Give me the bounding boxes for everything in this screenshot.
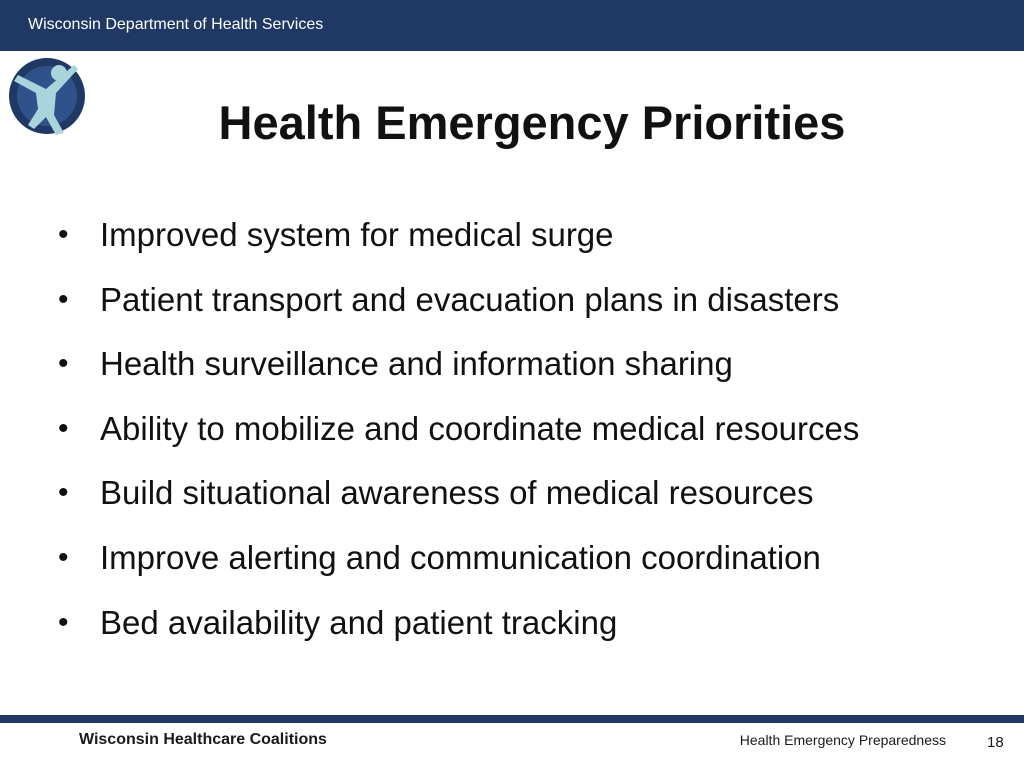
list-item: [0, 526, 1024, 591]
list-item: [0, 268, 1024, 333]
bullet-icon: •: [58, 282, 69, 316]
list-item: [0, 397, 1024, 462]
bullet-text: Ability to mobilize and coordinate medical resources: [100, 409, 860, 447]
bullet-icon: •: [58, 476, 69, 510]
bullet-icon: •: [58, 540, 69, 574]
list-item: [0, 591, 1024, 656]
footer-divider: [0, 715, 1024, 723]
list-item: [0, 332, 1024, 397]
footer-program: Health Emergency Preparedness: [739, 732, 946, 748]
footer-organization: Wisconsin Healthcare Coalitions: [79, 731, 327, 748]
list-item: [0, 461, 1024, 526]
bullet-list: [0, 203, 1024, 655]
bullet-text: Improve alerting and communication coordination: [100, 538, 821, 576]
slide-title: Health Emergency Priorities: [218, 96, 846, 149]
header-organization: Wisconsin Department of Health Services: [28, 16, 324, 33]
header-bar: [0, 0, 1024, 51]
bullet-icon: •: [58, 347, 69, 381]
bullet-icon: •: [58, 411, 69, 445]
bullet-text: Improved system for medical surge: [100, 216, 614, 253]
list-item: [0, 203, 1024, 268]
bullet-icon: •: [58, 605, 69, 639]
bullet-icon: •: [58, 218, 69, 251]
bullet-text: Bed availability and patient tracking: [100, 603, 618, 641]
bullet-text: Patient transport and evacuation plans in disasters: [100, 280, 840, 318]
bullet-text: Health surveillance and information sharing: [100, 345, 733, 383]
bullet-text: Build situational awareness of medical resources: [100, 474, 814, 512]
page-number: 18: [987, 734, 1004, 751]
